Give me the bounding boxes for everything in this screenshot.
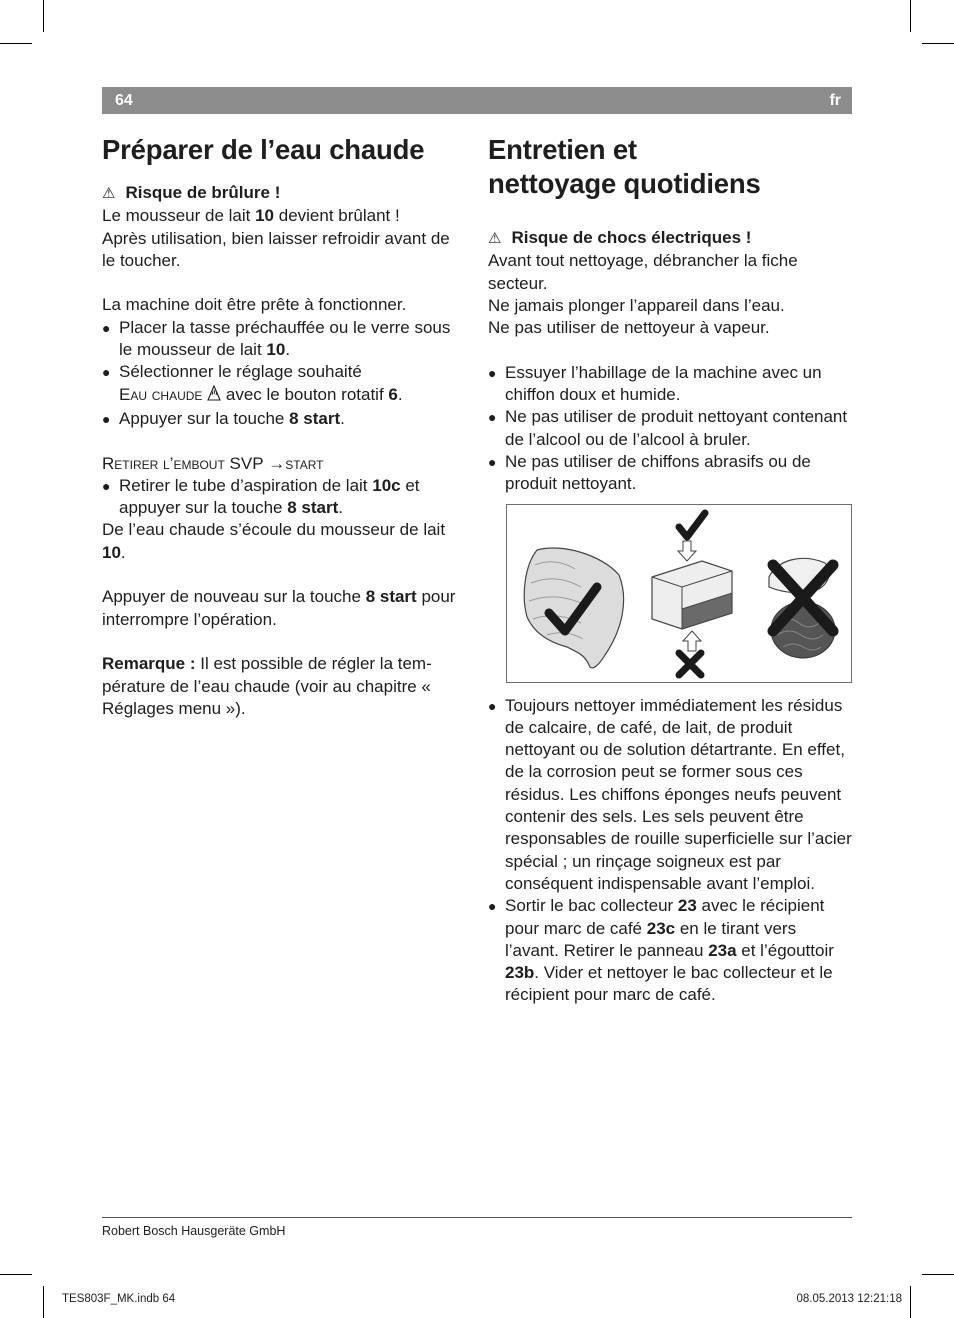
shock-warning-text: Avant tout nettoyage, débrancher la fiche secteur.	[488, 251, 798, 293]
display-text-remove-nozzle: Retirer l’embout SVP →start	[102, 453, 324, 473]
crop-mark	[43, 0, 44, 32]
list-item: ● Placer la tasse préchauffée ou le verre sous le mousseur de lait 10.	[102, 317, 467, 362]
scouring-pad-cross-icon	[769, 558, 835, 658]
steps-list	[102, 317, 467, 430]
print-slug-date: 08.05.2013 12:21:18	[796, 1293, 902, 1305]
cleaning-list-2	[488, 695, 854, 1007]
shock-warning-text-3: Ne pas utiliser de nettoyeur à vapeur.	[488, 318, 770, 338]
footer-divider	[102, 1217, 852, 1218]
section-title-cleaning: Entretien et nettoyage quotidiens	[488, 134, 761, 199]
display-text-hot-water: Eau chaude	[119, 384, 203, 404]
burn-warning-text-2: Après utilisation, bien laisser refroidir avant de le toucher.	[102, 228, 450, 270]
left-column	[102, 133, 467, 720]
crop-mark	[0, 43, 32, 44]
crop-mark	[0, 1274, 32, 1275]
cleaning-list	[488, 362, 854, 496]
again-text: Appuyer de nouveau sur la touche 8 start pour interrompre l’opération.	[102, 587, 456, 629]
hot-water-icon	[207, 385, 221, 408]
list-item: ● Toujours nettoyer immédiatement les résidus de calcaire, de café, de lait, de produit nettoyant ou de solution détartrante. En effet, de la corrosion peut se former sous ces résidus. Les chiffons éponges neufs peuvent contenir des sels. Les sels peuvent être responsables de rouille superficielle sur l’acier spécial ; un rinçage soigneux est par conséquent indispensable avant l’emploi.	[488, 695, 854, 896]
list-item: ● Sortir le bac collecteur 23 avec le récipient pour marc de café 23c en le tirant vers l’avant. Retirer le panneau 23a et l’égouttoir 23b. Vider et nettoyer le bac collecteur et le récipient pour marc de café.	[488, 895, 854, 1006]
cleaning-illustration	[506, 504, 852, 683]
footer-company: Robert Bosch Hausgeräte GmbH	[102, 1224, 286, 1238]
steps-list-2	[102, 475, 467, 520]
soft-cloth-check-icon	[524, 548, 623, 668]
list-item: ● Retirer le tube d’aspiration de lait 10c et appuyer sur la touche 8 start.	[102, 475, 467, 520]
print-slug-file: TES803F_MK.indb 64	[62, 1293, 176, 1305]
section-title-hot-water: Préparer de l’eau chaude	[102, 134, 425, 165]
shock-warning-heading: ⚠ Risque de chocs électriques !	[488, 228, 752, 247]
warning-triangle-icon: ⚠	[102, 185, 116, 202]
list-item: ● Essuyer l’habillage de la machine avec un chiffon doux et humide.	[488, 362, 854, 407]
arrow-right-icon: →	[268, 453, 286, 473]
warning-triangle-icon: ⚠	[488, 230, 502, 247]
crop-mark	[922, 1274, 954, 1275]
crop-mark	[910, 0, 911, 32]
list-item: ● Ne pas utiliser de chiffons abrasifs ou de produit nettoyant.	[488, 451, 854, 496]
flow-text: De l’eau chaude s’écoule du mousseur de lait 10.	[102, 520, 446, 562]
page-number: 64	[115, 92, 133, 109]
list-item: ● Sélectionner le réglage souhaité Eau chaude avec le bouton rotatif 6.	[102, 361, 467, 408]
note: Remarque : Il est possible de régler la température de l’eau chaude (voir au chapitre « Réglages menu »).	[102, 654, 432, 718]
ready-text: La machine doit être prête à fonctionner.	[102, 295, 407, 315]
list-item: ● Appuyer sur la touche 8 start.	[102, 408, 467, 430]
sponge-soft-side-check-abrasive-side-cross-icon	[652, 513, 732, 675]
language-code: fr	[829, 92, 841, 109]
burn-warning-text: Le mousseur de lait 10 devient brûlant !	[102, 206, 400, 226]
crop-mark	[910, 1286, 911, 1318]
crop-mark	[43, 1286, 44, 1318]
shock-warning-text-2: Ne jamais plonger l’appareil dans l’eau.	[488, 295, 785, 315]
page-header-bar	[102, 87, 852, 114]
right-column	[488, 133, 854, 1007]
list-item: ● Ne pas utiliser de produit nettoyant contenant de l’alcool ou de l’alcool à bruler.	[488, 406, 854, 451]
burn-warning-heading: ⚠ Risque de brûlure !	[102, 183, 281, 202]
crop-mark	[922, 43, 954, 44]
